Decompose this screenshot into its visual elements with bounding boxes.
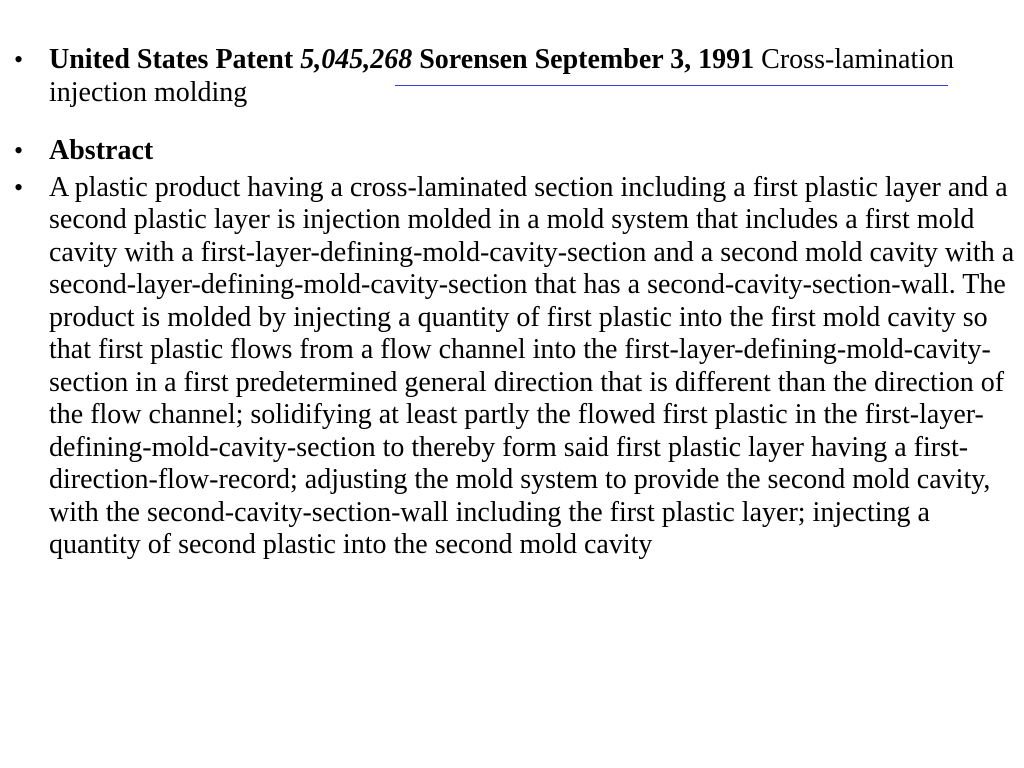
patent-title-item: [0, 44, 1024, 109]
patent-inventor-date: Sorensen September 3, 1991: [412, 44, 755, 75]
abstract-text: A plastic product having a cross-laminated section including a first plastic layer and a second plastic layer is injection molded in a mold system that includes a first mold cavity with a first-layer-defining-mold-cavity-section and a second mold cavity with a second-layer-defining-mold-cavity-section that has a second-cavity-section-wall. The product is molded by injecting a quantity of first plastic into the first mold cavity so that first plastic flows from a flow channel into the first-layer-defining-mold-cavity-section in a first predetermined general direction that is different than the direction of the flow channel; solidifying at least partly the flowed first plastic in the first-layer-defining-mold-cavity-section to thereby form said first plastic layer having a first-direction-flow-record; adjusting the mold system to provide the second mold cavity, with the second-cavity-section-wall including the first plastic layer; injecting a quantity of second plastic into the second mold cavity: [49, 171, 1015, 560]
bullet-icon: •: [14, 45, 24, 74]
bullet-icon: •: [14, 172, 24, 202]
abstract-heading-item: [0, 135, 1024, 168]
patent-label: United States Patent: [49, 44, 301, 75]
bullet-list: [0, 44, 1024, 562]
bullet-icon: •: [14, 136, 24, 165]
abstract-body-item: [0, 172, 1024, 562]
patent-number: 5,045,268: [300, 44, 413, 75]
patent-title-line: [49, 44, 954, 108]
patent-title: Cross-lamination injection molding: [49, 44, 955, 108]
abstract-heading: Abstract: [49, 135, 154, 166]
